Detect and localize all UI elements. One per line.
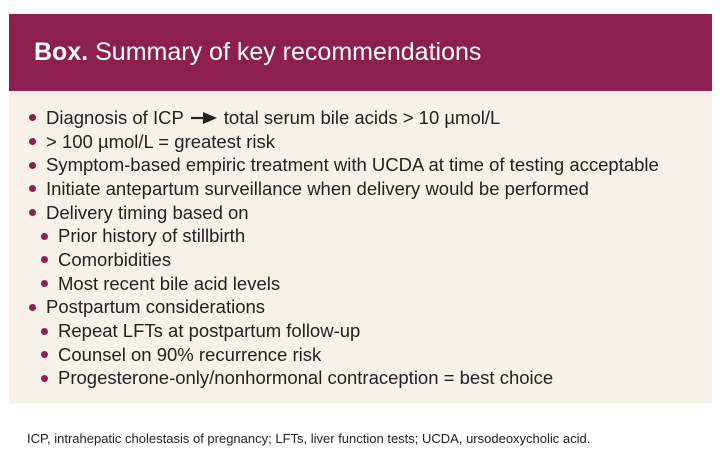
bullet-icon (41, 375, 48, 382)
box-title-label: Box. (34, 38, 89, 66)
recommendations-box (9, 14, 712, 403)
list-item-postpartum (29, 296, 712, 320)
bullet-icon (41, 328, 48, 335)
sub-list-item (29, 248, 712, 272)
box-title-text: Summary of key recommendations (88, 38, 482, 66)
list-item-risk (29, 130, 712, 154)
list-item-treatment (29, 153, 712, 177)
item-text: Symptom-based empiric treatment with UCDA at time of testing acceptable (46, 154, 659, 176)
list-item-delivery-timing (29, 201, 712, 225)
bullet-icon (29, 304, 36, 311)
item-text: Initiate antepartum surveillance when delivery would be performed (46, 177, 589, 199)
item-text: Counsel on 90% recurrence risk (58, 343, 322, 365)
bullet-icon (29, 209, 36, 216)
sub-list-item (29, 224, 712, 248)
box-title (34, 38, 481, 67)
item-text: > 100 µmol/L = greatest risk (46, 130, 276, 152)
bullet-icon (41, 256, 48, 263)
item-text: total serum bile acids > 10 µmol/L (223, 106, 501, 128)
sub-list-item (29, 319, 712, 343)
bullet-icon (29, 162, 36, 169)
right-arrow-icon (191, 112, 217, 124)
footnote: ICP, intrahepatic cholestasis of pregnancy; LFTs, liver function tests; UCDA, ursodeoxycholic acid. (27, 431, 591, 446)
box-body (9, 91, 712, 403)
list-item-surveillance (29, 177, 712, 201)
bullet-icon (41, 233, 48, 240)
bullet-icon (29, 138, 36, 145)
sub-list-item (29, 343, 712, 367)
sub-list-item (29, 367, 712, 391)
bullet-icon (29, 114, 36, 121)
list-item-diagnosis (29, 106, 712, 130)
item-text: Comorbidities (58, 248, 172, 270)
item-text: Postpartum considerations (46, 296, 266, 318)
item-text: Most recent bile acid levels (58, 272, 281, 294)
item-text: Prior history of stillbirth (58, 225, 246, 247)
sub-list-item (29, 272, 712, 296)
item-text: Diagnosis of ICP (46, 106, 184, 128)
bullet-icon (29, 185, 36, 192)
bullet-icon (41, 351, 48, 358)
box-header (9, 14, 712, 91)
bullet-icon (41, 280, 48, 287)
item-text: Progesterone-only/nonhormonal contraception = best choice (58, 367, 554, 389)
item-text: Repeat LFTs at postpartum follow-up (58, 320, 361, 342)
item-text: Delivery timing based on (46, 201, 249, 223)
